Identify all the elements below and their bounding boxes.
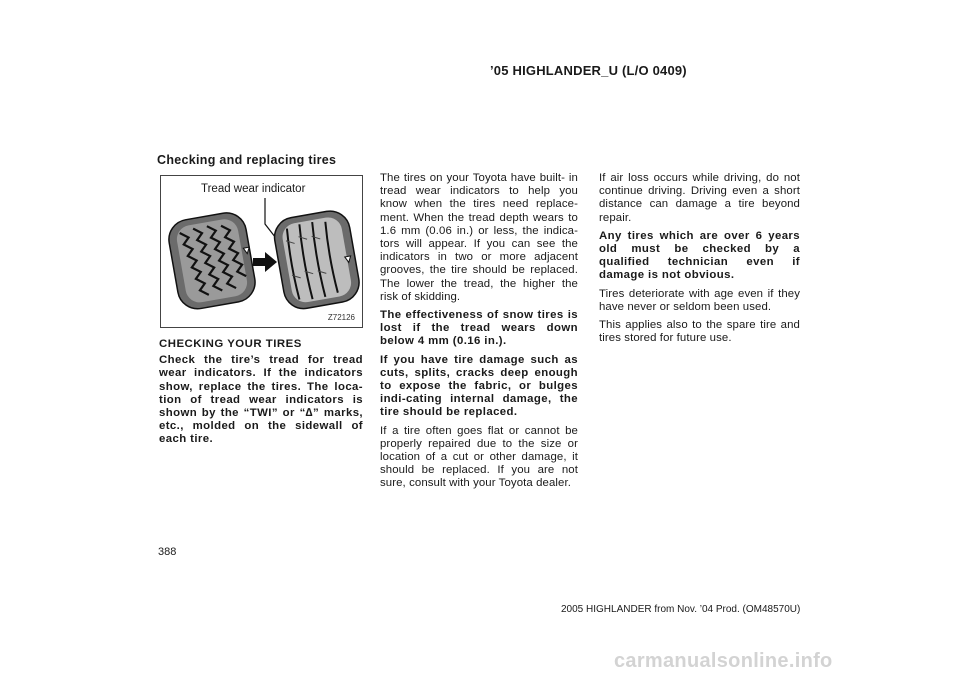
new-tire-image bbox=[166, 210, 258, 312]
left-column bbox=[159, 338, 363, 452]
checking-tires-subheading: CHECKING YOUR TIRES bbox=[159, 338, 302, 350]
page-header-title: ’05 HIGHLANDER_U (L/O 0409) bbox=[490, 63, 687, 78]
left-column-body: Check the tire’s tread for tread wear indicators. If the indicators show, replace the tires. The loca-tion of tread wear indicators is shown by the “TWI” or “∆” marks, etc., molded on the sidewall of each tire. bbox=[159, 354, 363, 446]
watermark-link[interactable]: carmanualsonline.info bbox=[614, 650, 833, 672]
figure-code: Z72126 bbox=[327, 313, 355, 322]
middle-column bbox=[380, 172, 578, 496]
tread-indicator-paragraph: The tires on your Toyota have built- in tread wear indicators to help you know when the tires need replace-ment. When the tread depth wears to 1.6 mm (0.06 in.) or less, the indica-tors will appear. If you can see the indicators in two or more adjacent grooves, the tire should be replaced. The lower the tread, the higher the risk of skidding. bbox=[380, 172, 578, 303]
figure-caption: Tread wear indicator bbox=[201, 183, 306, 195]
air-loss-paragraph: If air loss occurs while driving, do not continue driving. Driving even a short distance can damage a tire beyond repair. bbox=[599, 172, 800, 224]
snow-tire-paragraph: The effectiveness of snow tires is lost if the tread wears down below 4 mm (0.16 in.). bbox=[380, 309, 578, 348]
page-number: 388 bbox=[158, 546, 177, 558]
section-heading: Checking and replacing tires bbox=[157, 153, 337, 167]
worn-tire-image bbox=[271, 208, 362, 312]
right-column bbox=[599, 172, 800, 350]
tire-deterioration-paragraph: Tires deteriorate with age even if they have never or seldom been used. bbox=[599, 287, 800, 313]
tire-age-paragraph: Any tires which are over 6 years old must be checked by a qualified technician even if damage is not obvious. bbox=[599, 229, 800, 282]
arrow-icon bbox=[253, 252, 277, 272]
tire-illustration bbox=[161, 176, 362, 327]
tread-wear-figure bbox=[160, 175, 363, 328]
spare-tire-paragraph: This applies also to the spare tire and tires stored for future use. bbox=[599, 319, 800, 345]
flat-tire-paragraph: If a tire often goes flat or cannot be properly repaired due to the size or location of a cut or other damage, it should be replaced. If you are not sure, consult with your Toyota dealer. bbox=[380, 424, 578, 490]
footer-text: 2005 HIGHLANDER from Nov. ’04 Prod. (OM48570U) bbox=[561, 604, 801, 615]
tire-damage-paragraph: If you have tire damage such as cuts, splits, cracks deep enough to expose the fabric, or bulges indi-cating internal damage, the tire should be replaced. bbox=[380, 353, 578, 419]
